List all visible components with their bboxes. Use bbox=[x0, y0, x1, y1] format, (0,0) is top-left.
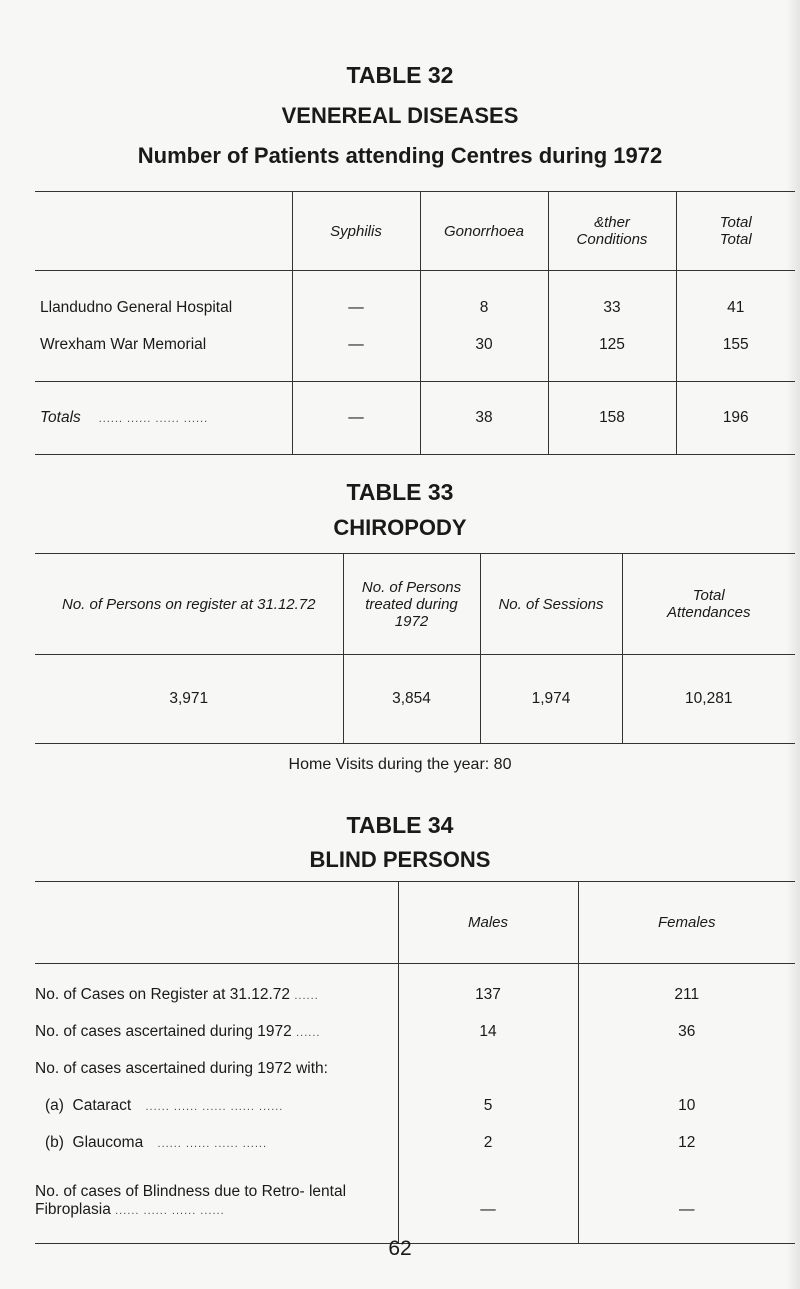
table-row bbox=[35, 1124, 795, 1161]
page-number: 62 bbox=[388, 1237, 412, 1260]
table-row bbox=[35, 1050, 795, 1087]
header-persons-on-register: No. of Persons on register at 31.12.72 bbox=[62, 595, 316, 613]
cell-persons-on-register: 3,971 bbox=[169, 690, 209, 707]
venereal-diseases-table bbox=[35, 191, 795, 456]
row-label: Wrexham War Memorial bbox=[40, 335, 207, 353]
cell-other: 158 bbox=[548, 382, 676, 455]
header-gonorrhoea: Gonorrhoea bbox=[420, 192, 548, 271]
row-label: No. of Cases on Register at 31.12.72 bbox=[35, 985, 291, 1003]
cell-gonorrhoea: 30 bbox=[420, 326, 548, 363]
totals-row bbox=[35, 382, 795, 455]
table-row bbox=[35, 976, 795, 1013]
cell-males: 5 bbox=[398, 1087, 578, 1124]
row-label: No. of cases of Blindness due to Retro- lental Fibroplasia bbox=[35, 1182, 347, 1218]
table-header-row bbox=[35, 554, 795, 655]
header-sessions: No. of Sessions bbox=[480, 554, 622, 655]
table-row bbox=[35, 1087, 795, 1124]
cell-other: 33 bbox=[548, 289, 676, 326]
cell-males: 137 bbox=[398, 976, 578, 1013]
row-label-cell bbox=[35, 1161, 398, 1233]
cell-syphilis: — bbox=[292, 326, 420, 363]
table-row bbox=[35, 1161, 795, 1233]
row-label: Llandudno General Hospital bbox=[40, 298, 233, 316]
table34-title: TABLE 34 bbox=[346, 812, 454, 838]
cell-gonorrhoea: 8 bbox=[420, 289, 548, 326]
row-label: (a) Cataract bbox=[45, 1096, 132, 1114]
spacer-row bbox=[35, 964, 795, 977]
cell-males bbox=[398, 1050, 578, 1087]
table32-title: TABLE 32 bbox=[346, 62, 454, 88]
row-label-cell bbox=[35, 976, 398, 1013]
row-label-cell bbox=[35, 1124, 398, 1161]
totals-label: Totals bbox=[40, 409, 81, 426]
cell-total-attendances: 10,281 bbox=[622, 655, 795, 744]
header-males: Males bbox=[398, 882, 578, 964]
table33-title: TABLE 33 bbox=[346, 479, 454, 505]
leader-dots: ...... ...... ...... ...... bbox=[115, 1204, 225, 1217]
table34-subtitle: BLIND PERSONS bbox=[309, 847, 491, 872]
header-total-attendances: Total Attendances bbox=[622, 554, 795, 655]
header-syphilis: Syphilis bbox=[292, 192, 420, 271]
cell-females: 12 bbox=[578, 1124, 795, 1161]
cell-total: 155 bbox=[676, 326, 795, 363]
totals-label-cell bbox=[35, 382, 292, 455]
cell-total: 196 bbox=[676, 382, 795, 455]
row-label-cell bbox=[35, 1013, 398, 1050]
cell-other: 125 bbox=[548, 326, 676, 363]
cell-females bbox=[578, 1050, 795, 1087]
cell-total: 41 bbox=[676, 289, 795, 326]
cell-females: 10 bbox=[578, 1087, 795, 1124]
cell-gonorrhoea: 38 bbox=[420, 382, 548, 455]
leader-dots: ...... ...... ...... ...... ...... bbox=[145, 1100, 284, 1113]
cell-females: 211 bbox=[578, 976, 795, 1013]
table33-subtitle: CHIROPODY bbox=[333, 515, 467, 540]
cell-males: 2 bbox=[398, 1124, 578, 1161]
table32-subtitle: VENEREAL DISEASES bbox=[281, 103, 519, 128]
table32-caption: Number of Patients attending Centres during 1972 bbox=[137, 143, 663, 168]
cell-sessions: 1,974 bbox=[480, 655, 622, 744]
row-label: No. of cases ascertained during 1972 bbox=[35, 1022, 292, 1040]
home-visits-note: Home Visits during the year: 80 bbox=[288, 756, 512, 773]
cell-males: — bbox=[398, 1161, 578, 1233]
leader-dots: ...... bbox=[296, 1026, 321, 1039]
table-row bbox=[35, 1013, 795, 1050]
header-females: Females bbox=[578, 882, 795, 964]
header-blank bbox=[35, 882, 398, 964]
cell-syphilis: — bbox=[292, 382, 420, 455]
row-label: No. of cases ascertained during 1972 with: bbox=[35, 1059, 328, 1077]
cell-males: 14 bbox=[398, 1013, 578, 1050]
cell-syphilis: — bbox=[292, 289, 420, 326]
cell-persons-treated: 3,854 bbox=[343, 655, 480, 744]
table-header-row bbox=[35, 882, 795, 964]
blind-persons-table bbox=[35, 881, 795, 1244]
leader-dots: ...... ...... ...... ...... bbox=[99, 413, 209, 425]
row-label: (b) Glaucoma bbox=[45, 1133, 144, 1151]
chiropody-table bbox=[35, 553, 795, 744]
header-persons-treated: No. of Persons treated during 1972 bbox=[343, 554, 480, 655]
leader-dots: ...... ...... ...... ...... bbox=[157, 1137, 268, 1150]
closing-rule bbox=[35, 455, 795, 457]
cell-females: 36 bbox=[578, 1013, 795, 1050]
header-other-conditions: &ther Conditions bbox=[548, 192, 676, 271]
cell-females: — bbox=[578, 1161, 795, 1233]
table-row bbox=[35, 326, 795, 363]
row-label-cell bbox=[35, 1050, 398, 1087]
header-blank bbox=[35, 192, 292, 271]
leader-dots: ...... bbox=[294, 989, 319, 1002]
header-total: Total Total bbox=[676, 192, 795, 271]
table-row bbox=[35, 655, 795, 744]
spacer-row bbox=[35, 363, 795, 382]
table-row bbox=[35, 289, 795, 326]
spacer-row bbox=[35, 271, 795, 290]
table-header-row bbox=[35, 192, 795, 271]
row-label-cell bbox=[35, 1087, 398, 1124]
